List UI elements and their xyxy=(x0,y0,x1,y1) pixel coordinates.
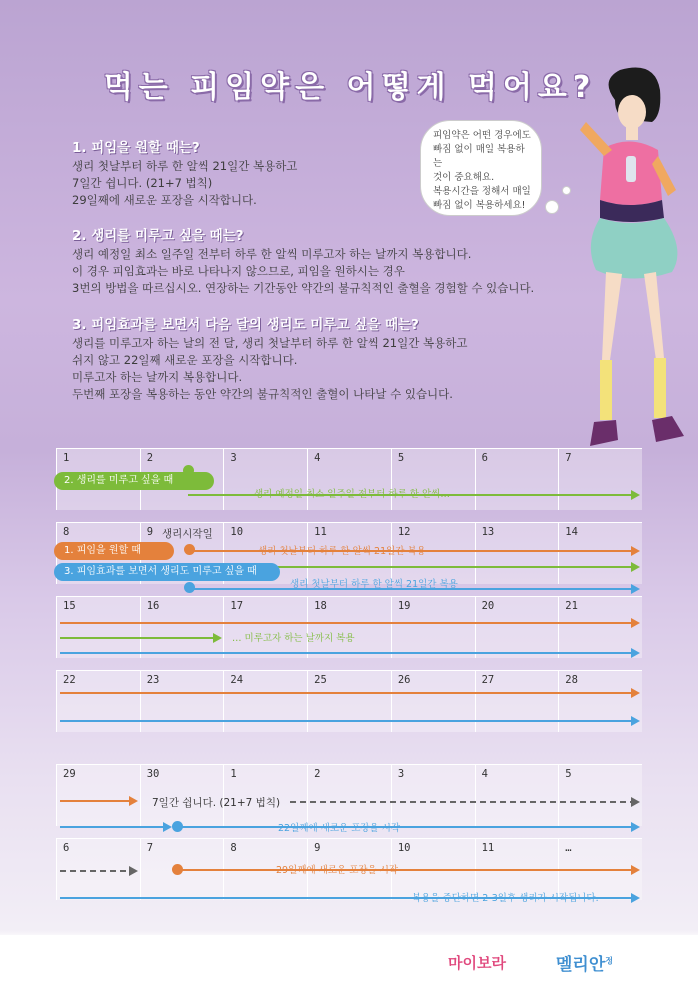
calendar-day-cell xyxy=(558,448,642,510)
speech-bubble xyxy=(420,120,542,216)
day-number: 9 xyxy=(314,842,321,854)
day-number: 11 xyxy=(481,842,495,854)
day-number: 1 xyxy=(63,452,70,464)
pill-postpone-label: 2. 생리를 미루고 싶을 때 xyxy=(54,472,214,490)
day-number: 7 xyxy=(146,842,154,854)
calendar-day-cell xyxy=(140,670,224,732)
pill-both-label: 3. 피임효과를 보면서 생리도 미루고 싶을 때 xyxy=(54,563,280,581)
day-number: 17 xyxy=(230,600,244,612)
woman-illustration xyxy=(560,60,698,480)
calendar-day-cell xyxy=(223,670,307,732)
calendar-day-cell xyxy=(307,670,391,732)
day-number: 8 xyxy=(230,842,237,854)
day-number: 6 xyxy=(63,842,70,854)
day-number: 2 xyxy=(146,452,154,464)
day-number: 5 xyxy=(565,768,572,780)
section-postpone xyxy=(72,224,562,297)
day29-arrow xyxy=(180,869,638,871)
day-number: 30 xyxy=(146,768,160,780)
day-number: 1 xyxy=(230,768,237,780)
day-number: 14 xyxy=(565,526,578,538)
day-number: 21 xyxy=(565,600,578,612)
day-number: 16 xyxy=(146,600,160,612)
day-number: 12 xyxy=(397,526,411,538)
calendar-day-cell xyxy=(558,764,642,826)
day-number: 9 xyxy=(146,526,154,538)
day-number: 7 xyxy=(565,452,572,464)
day-number: 11 xyxy=(314,526,327,538)
calendar-day-cell xyxy=(140,596,224,658)
calendar-day-cell xyxy=(475,522,559,584)
section-body: 생리 예정일 최소 일주일 전부터 하루 한 알씩 미루고자 하는 날까지 복용합니다. 이 경우 피임효과는 바로 나타나지 않으므로, 피임을 원하시는 경우 3번의 방법을 따르십시오. 연장하는 기간동안 약간의 불규칙적인 출혈을 경험할 수 있습니다. xyxy=(72,247,535,295)
page-title: 먹는 피임약은 어떻게 먹어요? xyxy=(103,70,597,105)
calendar-day-cell xyxy=(391,764,475,826)
calendar-day-cell xyxy=(223,448,307,510)
calendar-day-cell xyxy=(475,596,559,658)
rest-text: 7일간 쉽니다. (21+7 법칙) xyxy=(152,797,281,809)
calendar-day-cell xyxy=(223,596,307,658)
day-number: 28 xyxy=(565,674,578,686)
day-number: 13 xyxy=(481,526,495,538)
section-heading: 3. 피임효과를 보면서 다음 달의 생리도 미루고 싶을 때는? xyxy=(72,317,419,333)
day-number: 20 xyxy=(481,600,495,612)
calendar-day-cell xyxy=(56,764,140,826)
day-number: 19 xyxy=(397,600,411,612)
calendar-day-cell xyxy=(307,448,391,510)
both-arrow-end xyxy=(60,826,170,828)
brand-melian xyxy=(556,950,613,975)
brand-melian-name: 멜리안 xyxy=(556,955,606,975)
brand-melian-mark: 정 xyxy=(605,956,614,966)
section-heading: 2. 생리를 미루고 싶을 때는? xyxy=(72,228,244,244)
contraception-arrow-week4 xyxy=(60,692,638,694)
calendar-day-cell xyxy=(558,670,642,732)
day-number: 10 xyxy=(397,842,411,854)
day-number: 24 xyxy=(230,674,244,686)
day-number: 3 xyxy=(230,452,237,464)
calendar-day-cell xyxy=(391,670,475,732)
day-number: 8 xyxy=(63,526,70,538)
section-both xyxy=(72,313,562,403)
section-body: 생리를 미루고자 하는 날의 전 달, 생리 첫날부터 하루 한 알씩 21일간 복용하고 쉬지 않고 22일째 새로운 포장을 시작합니다. 미루고자 하는 날까지 복용합니다. 두번째 포장을 복용하는 동안 약간의 불규칙적인 출혈이 나타날 수 있습니다. xyxy=(72,336,468,401)
both-text: 생리 첫날부터 하루 한 알씩 21일간 복용 xyxy=(290,579,458,590)
day-number: 6 xyxy=(481,452,488,464)
both-arrow-week3 xyxy=(60,652,638,654)
calendar-day-cell xyxy=(475,670,559,732)
period-start-label: 생리시작일 xyxy=(162,528,213,540)
calendar-day-cell xyxy=(475,764,559,826)
calendar-day-cell xyxy=(56,838,140,900)
day-number: 15 xyxy=(63,600,76,612)
day-number: 18 xyxy=(314,600,327,612)
both-arrow-week4 xyxy=(60,720,638,722)
rest-arrow-start xyxy=(60,800,136,802)
start-dot xyxy=(183,465,194,476)
day-number: 5 xyxy=(397,452,405,464)
day-number: 22 xyxy=(63,674,76,686)
calendar-day-cell xyxy=(307,764,391,826)
calendar-day-cell xyxy=(558,596,642,658)
day-number: 4 xyxy=(481,768,488,780)
day-number: 2 xyxy=(314,768,321,780)
postpone-text: 생리 예정일 최소 일주일 전부터 하루 한 알씩… xyxy=(254,489,450,500)
brand-mybora: 마이보라 xyxy=(448,954,506,972)
section-heading: 1. 피임을 원할 때는? xyxy=(72,140,200,156)
calendar-day-cell xyxy=(56,670,140,732)
day-number: 3 xyxy=(397,768,405,780)
contraception-text: 생리 첫날부터 하루 한 알씩 21일간 복용 xyxy=(258,546,426,557)
day-number: 10 xyxy=(230,526,244,538)
day-number: 26 xyxy=(397,674,411,686)
day-number: 27 xyxy=(481,674,495,686)
bubble-tail-dot xyxy=(545,200,559,214)
contraception-arrow-week3 xyxy=(60,622,638,624)
bubble-text: 피임약은 어떤 경우에도 빠짐 없이 매일 복용하는 것이 중요해요. 복용시간을 정해서 매일 빠짐 없이 복용하세요! xyxy=(433,130,531,211)
calendar-day-cell xyxy=(307,596,391,658)
calendar-day-cell xyxy=(56,596,140,658)
postpone-arrow-end xyxy=(60,637,220,639)
day29-text: 29일째에 새로운 포장을 시작 xyxy=(276,865,399,876)
day22-text: 22일째에 새로운 포장을 시작 xyxy=(278,823,401,834)
day-number: … xyxy=(565,842,572,854)
calendar-day-cell xyxy=(391,596,475,658)
section-body: 생리 첫날부터 하루 한 알씩 21일간 복용하고 7일간 쉽니다. (21+7 법칙) 29일째에 새로운 포장을 시작합니다. xyxy=(72,159,298,207)
rest-dashed-arrow-2 xyxy=(60,870,136,872)
day-number: 29 xyxy=(63,768,76,780)
day-number: 23 xyxy=(146,674,160,686)
new-pack-arrow xyxy=(180,826,638,828)
rest-dashed-arrow xyxy=(290,801,638,803)
calendar-day-cell xyxy=(475,448,559,510)
pill-contraception-label: 1. 피임을 원할 때 xyxy=(54,542,174,560)
day-number: 25 xyxy=(314,674,327,686)
stop-text: 복용을 중단하면 2-3일후 생리가 시작됩니다. xyxy=(412,893,599,904)
calendar-day-cell xyxy=(391,448,475,510)
until-text: … 미루고자 하는 날까지 복용 xyxy=(232,633,355,644)
day-number: 4 xyxy=(314,452,321,464)
calendar-day-cell xyxy=(558,522,642,584)
